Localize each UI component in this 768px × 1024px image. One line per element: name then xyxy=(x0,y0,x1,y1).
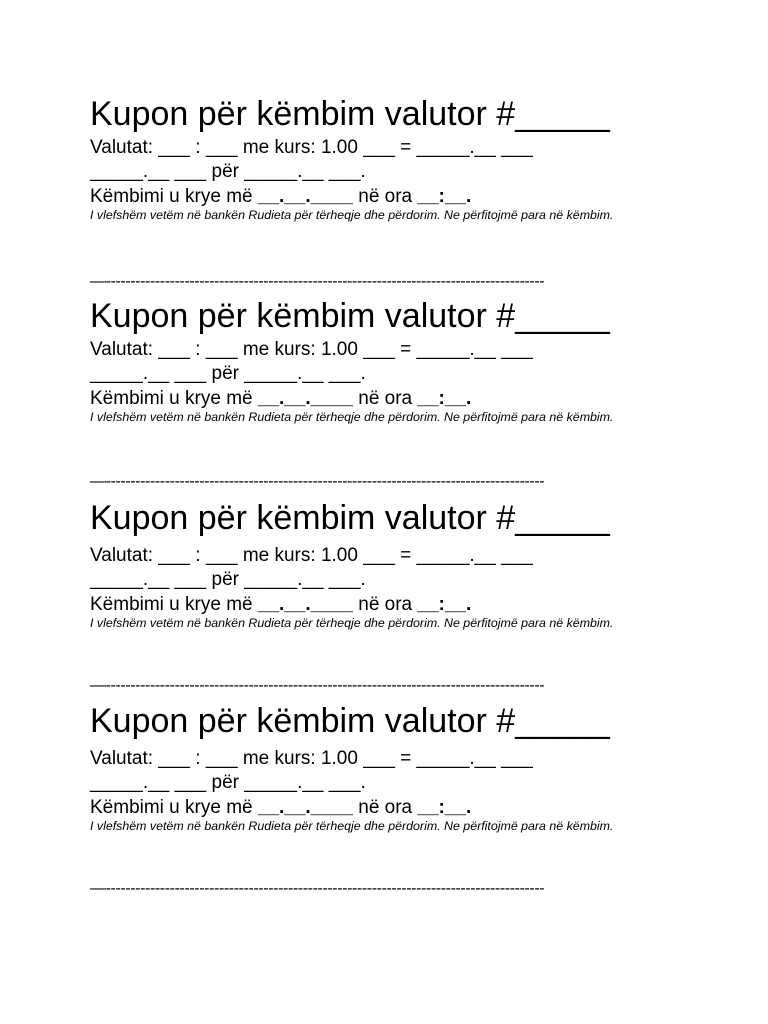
date-blank: __.__.____ xyxy=(257,388,353,409)
amount-line: _____.__ ___ për _____.__ ___. xyxy=(90,569,366,590)
date-prefix: Këmbimi u krye më xyxy=(90,388,258,409)
cut-line: —----------------------------------------------------------------------------------------- xyxy=(90,474,545,490)
cut-line: —----------------------------------------------------------------------------------------- xyxy=(90,881,545,897)
time-blank: __:__. xyxy=(417,186,472,207)
coupon-title: Kupon për këmbim valutor #_____ xyxy=(90,297,610,335)
amount-line: _____.__ ___ për _____.__ ___. xyxy=(90,772,366,793)
date-blank: __.__.____ xyxy=(257,797,353,818)
coupon-1 xyxy=(90,94,690,222)
coupon-title: Kupon për këmbim valutor #_____ xyxy=(90,702,610,740)
coupon-title: Kupon për këmbim valutor #_____ xyxy=(90,499,610,537)
currencies-line: Valutat: ___ : ___ me kurs: 1.00 ___ = _____.__ ___ xyxy=(90,545,533,566)
date-prefix: Këmbimi u krye më xyxy=(90,186,258,207)
date-time-line xyxy=(90,183,690,210)
cut-line: —----------------------------------------------------------------------------------------- xyxy=(90,274,545,290)
validity-note: I vlefshëm vetëm në bankën Rudieta për tërheqje dhe përdorim. Ne përfitojmë para në këmbim. xyxy=(90,410,614,424)
time-prefix: në ora xyxy=(352,388,418,409)
date-time-line xyxy=(90,385,690,412)
coupon-2 xyxy=(90,296,690,424)
coupon-4 xyxy=(90,701,690,833)
date-time-line xyxy=(90,794,690,821)
date-prefix: Këmbimi u krye më xyxy=(90,594,258,615)
validity-note: I vlefshëm vetëm në bankën Rudieta për tërheqje dhe përdorim. Ne përfitojmë para në këmbim. xyxy=(90,819,614,833)
amount-line: _____.__ ___ për _____.__ ___. xyxy=(90,161,366,182)
time-blank: __:__. xyxy=(417,388,472,409)
time-blank: __:__. xyxy=(417,797,472,818)
amount-line: _____.__ ___ për _____.__ ___. xyxy=(90,363,366,384)
date-blank: __.__.____ xyxy=(257,186,353,207)
coupon-title: Kupon për këmbim valutor #_____ xyxy=(90,95,610,133)
currencies-line: Valutat: ___ : ___ me kurs: 1.00 ___ = _____.__ ___ xyxy=(90,339,533,360)
date-prefix: Këmbimi u krye më xyxy=(90,797,258,818)
validity-note: I vlefshëm vetëm në bankën Rudieta për tërheqje dhe përdorim. Ne përfitojmë para në këmbim. xyxy=(90,208,614,222)
cut-line: —----------------------------------------------------------------------------------------- xyxy=(90,678,545,694)
coupon-3 xyxy=(90,498,690,630)
date-time-line xyxy=(90,591,690,618)
time-blank: __:__. xyxy=(417,594,472,615)
currencies-line: Valutat: ___ : ___ me kurs: 1.00 ___ = _____.__ ___ xyxy=(90,137,533,158)
time-prefix: në ora xyxy=(352,594,418,615)
time-prefix: në ora xyxy=(352,797,418,818)
date-blank: __.__.____ xyxy=(257,594,353,615)
currencies-line: Valutat: ___ : ___ me kurs: 1.00 ___ = _____.__ ___ xyxy=(90,748,533,769)
validity-note: I vlefshëm vetëm në bankën Rudieta për tërheqje dhe përdorim. Ne përfitojmë para në këmbim. xyxy=(90,616,614,630)
time-prefix: në ora xyxy=(352,186,418,207)
